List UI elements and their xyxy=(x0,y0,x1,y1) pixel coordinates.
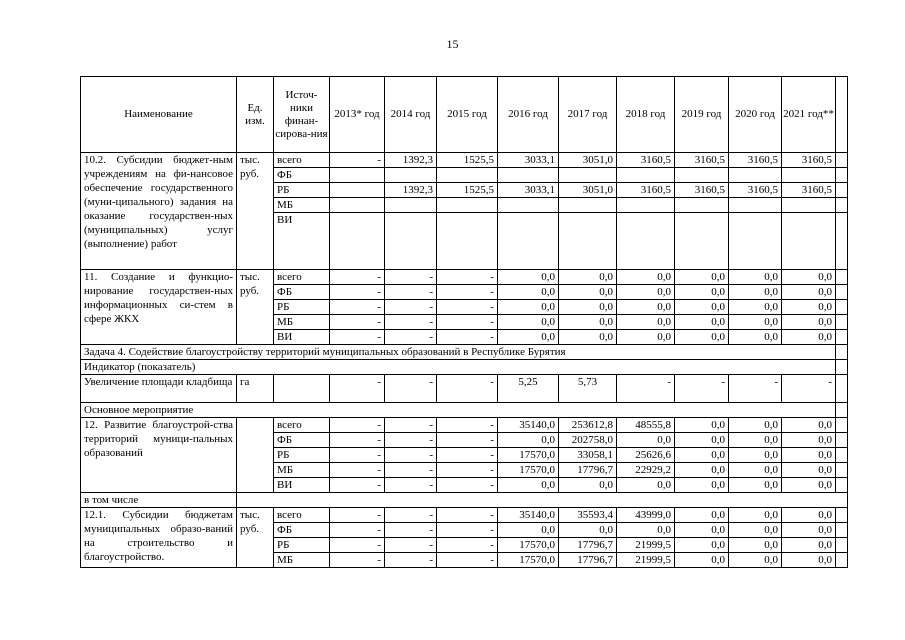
row-unit: тыс. руб. xyxy=(237,270,274,345)
value-cell: - xyxy=(437,285,498,300)
value-cell: 48555,8 xyxy=(617,418,675,433)
value-cell: - xyxy=(330,418,385,433)
value-cell: - xyxy=(330,285,385,300)
value-cell: - xyxy=(330,553,385,568)
value-cell: - xyxy=(385,375,437,403)
value-cell: 0,0 xyxy=(729,418,782,433)
value-cell: 25626,6 xyxy=(617,448,675,463)
value-cell: 3160,5 xyxy=(729,153,782,168)
value-cell: 3160,5 xyxy=(782,153,836,168)
value-cell: 0,0 xyxy=(498,270,559,285)
value-cell xyxy=(675,168,729,183)
value-cell: 3160,5 xyxy=(675,153,729,168)
value-cell: 0,0 xyxy=(729,448,782,463)
value-cell: 21999,5 xyxy=(617,538,675,553)
row-name: 12.1. Субсидии бюджетам муниципальных образо-ваний на строительство и благоустройство. xyxy=(81,508,237,568)
value-cell: - xyxy=(385,285,437,300)
value-cell: - xyxy=(385,270,437,285)
value-cell: - xyxy=(330,433,385,448)
value-cell: - xyxy=(330,448,385,463)
value-cell xyxy=(385,168,437,183)
value-cell: 0,0 xyxy=(617,523,675,538)
spacer-cell xyxy=(836,418,848,433)
value-cell: 0,0 xyxy=(675,538,729,553)
row-name: 11. Создание и функцио-нирование государствен-ных информационных си-стем в сфере ЖКХ xyxy=(81,270,237,345)
spacer-cell xyxy=(836,523,848,538)
spacer-cell xyxy=(836,330,848,345)
header-year: 2019 год xyxy=(675,77,729,153)
table-row xyxy=(81,270,848,285)
value-cell: - xyxy=(385,418,437,433)
value-cell: 0,0 xyxy=(559,285,617,300)
value-cell xyxy=(498,198,559,213)
value-cell: - xyxy=(437,463,498,478)
source-cell: МБ xyxy=(274,315,330,330)
header-unit: Ед. изм. xyxy=(237,77,274,153)
source-cell: ФБ xyxy=(274,168,330,183)
row-unit xyxy=(237,418,274,493)
value-cell: 0,0 xyxy=(782,553,836,568)
spacer-cell xyxy=(836,403,848,418)
value-cell: 0,0 xyxy=(559,330,617,345)
value-cell: 17796,7 xyxy=(559,538,617,553)
section-row xyxy=(81,345,848,360)
value-cell: 0,0 xyxy=(782,270,836,285)
value-cell: 1392,3 xyxy=(385,183,437,198)
value-cell: 1525,5 xyxy=(437,183,498,198)
source-cell: РБ xyxy=(274,300,330,315)
value-cell: 0,0 xyxy=(782,418,836,433)
spacer-cell xyxy=(836,168,848,183)
value-cell: 35140,0 xyxy=(498,508,559,523)
value-cell: - xyxy=(385,463,437,478)
value-cell: 0,0 xyxy=(675,523,729,538)
value-cell xyxy=(559,213,617,270)
value-cell: 0,0 xyxy=(782,448,836,463)
value-cell: 17570,0 xyxy=(498,553,559,568)
source-cell: ФБ xyxy=(274,433,330,448)
value-cell: 17796,7 xyxy=(559,553,617,568)
value-cell: 0,0 xyxy=(559,478,617,493)
value-cell: - xyxy=(437,330,498,345)
spacer-cell xyxy=(836,538,848,553)
indicator-heading: Индикатор (показатель) xyxy=(81,360,836,375)
row-unit: га xyxy=(237,375,274,403)
source-cell: ФБ xyxy=(274,285,330,300)
value-cell: 0,0 xyxy=(782,300,836,315)
source-cell: МБ xyxy=(274,198,330,213)
value-cell xyxy=(729,168,782,183)
source-cell: МБ xyxy=(274,463,330,478)
value-cell: 0,0 xyxy=(617,330,675,345)
value-cell: - xyxy=(437,553,498,568)
value-cell: 0,0 xyxy=(782,330,836,345)
value-cell: 0,0 xyxy=(729,285,782,300)
value-cell: 3160,5 xyxy=(782,183,836,198)
header-year: 2013* год xyxy=(330,77,385,153)
value-cell xyxy=(559,168,617,183)
value-cell: 3051,0 xyxy=(559,153,617,168)
source-cell: РБ xyxy=(274,538,330,553)
value-cell: 0,0 xyxy=(729,433,782,448)
spacer-cell xyxy=(836,270,848,285)
value-cell: 0,0 xyxy=(729,508,782,523)
value-cell: - xyxy=(330,538,385,553)
value-cell: 17570,0 xyxy=(498,448,559,463)
value-cell: - xyxy=(330,463,385,478)
value-cell xyxy=(498,213,559,270)
value-cell: 0,0 xyxy=(617,285,675,300)
header-year: 2017 год xyxy=(559,77,617,153)
value-cell xyxy=(498,168,559,183)
value-cell: 0,0 xyxy=(729,300,782,315)
value-cell: 35593,4 xyxy=(559,508,617,523)
spacer-cell xyxy=(836,198,848,213)
main-event-heading: Основное мероприятие xyxy=(81,403,836,418)
value-cell: - xyxy=(437,523,498,538)
value-cell: 0,0 xyxy=(782,508,836,523)
value-cell: 5,25 xyxy=(498,375,559,403)
header-source: Источ-ники финан-сирова-ния xyxy=(274,77,330,153)
value-cell: - xyxy=(675,375,729,403)
value-cell: - xyxy=(385,315,437,330)
header-year: 2015 год xyxy=(437,77,498,153)
value-cell: 0,0 xyxy=(559,523,617,538)
value-cell: - xyxy=(330,478,385,493)
value-cell: 33058,1 xyxy=(559,448,617,463)
value-cell: - xyxy=(437,448,498,463)
value-cell: 0,0 xyxy=(675,330,729,345)
value-cell: 0,0 xyxy=(782,285,836,300)
table-body xyxy=(81,153,848,568)
value-cell: 0,0 xyxy=(782,523,836,538)
spacer-cell xyxy=(836,183,848,198)
page-number: 15 xyxy=(446,37,459,51)
value-cell: - xyxy=(385,553,437,568)
source-cell: всего xyxy=(274,270,330,285)
value-cell: 0,0 xyxy=(729,463,782,478)
header-year: 2020 год xyxy=(729,77,782,153)
spacer-cell xyxy=(836,433,848,448)
value-cell: 202758,0 xyxy=(559,433,617,448)
source-cell: ВИ xyxy=(274,330,330,345)
row-unit: тыс. руб. xyxy=(237,508,274,568)
including-heading: в том числе xyxy=(81,493,237,508)
header-year: 2014 год xyxy=(385,77,437,153)
source-cell: ВИ xyxy=(274,213,330,270)
table-row xyxy=(81,418,848,433)
value-cell: 0,0 xyxy=(559,270,617,285)
row-name: Увеличение площади кладбища xyxy=(81,375,237,403)
value-cell: 0,0 xyxy=(782,478,836,493)
value-cell: 0,0 xyxy=(729,538,782,553)
value-cell: - xyxy=(330,330,385,345)
value-cell xyxy=(617,168,675,183)
value-cell: - xyxy=(385,478,437,493)
value-cell: - xyxy=(330,508,385,523)
value-cell: 0,0 xyxy=(617,478,675,493)
spacer-cell xyxy=(836,153,848,168)
row-name: 10.2. Субсидии бюджет-ным учреждениям на фи-нансовое обеспечение государственного (муни-ципального) задания на оказание государствен-ных (муниципальных) услуг (выполнение) работ xyxy=(81,153,237,270)
value-cell: 0,0 xyxy=(729,270,782,285)
table-row xyxy=(81,508,848,523)
value-cell: 0,0 xyxy=(617,270,675,285)
value-cell: 0,0 xyxy=(729,478,782,493)
value-cell: 3051,0 xyxy=(559,183,617,198)
spacer-cell xyxy=(836,285,848,300)
value-cell xyxy=(437,168,498,183)
value-cell xyxy=(782,168,836,183)
value-cell: 3033,1 xyxy=(498,183,559,198)
table-row xyxy=(81,153,848,168)
value-cell: - xyxy=(617,375,675,403)
value-cell: 21999,5 xyxy=(617,553,675,568)
source-cell: всего xyxy=(274,153,330,168)
spacer-cell xyxy=(836,375,848,403)
value-cell xyxy=(385,198,437,213)
value-cell: - xyxy=(729,375,782,403)
value-cell: 17796,7 xyxy=(559,463,617,478)
spacer-cell xyxy=(836,213,848,270)
value-cell: 3160,5 xyxy=(617,153,675,168)
value-cell xyxy=(675,198,729,213)
header-name: Наименование xyxy=(81,77,237,153)
value-cell: 0,0 xyxy=(729,523,782,538)
value-cell: - xyxy=(330,375,385,403)
value-cell xyxy=(437,198,498,213)
value-cell xyxy=(330,168,385,183)
value-cell: - xyxy=(385,330,437,345)
value-cell: 0,0 xyxy=(617,433,675,448)
value-cell: 0,0 xyxy=(675,418,729,433)
spacer-cell xyxy=(836,478,848,493)
value-cell: 0,0 xyxy=(498,315,559,330)
source-cell xyxy=(274,375,330,403)
value-cell: 0,0 xyxy=(782,315,836,330)
value-cell: 0,0 xyxy=(675,433,729,448)
value-cell: 0,0 xyxy=(675,285,729,300)
value-cell: - xyxy=(330,270,385,285)
value-cell: 0,0 xyxy=(559,300,617,315)
value-cell: 0,0 xyxy=(498,330,559,345)
value-cell: 0,0 xyxy=(498,478,559,493)
value-cell: 0,0 xyxy=(498,285,559,300)
value-cell: 0,0 xyxy=(498,300,559,315)
value-cell xyxy=(559,198,617,213)
header-row xyxy=(81,77,848,153)
value-cell: 1525,5 xyxy=(437,153,498,168)
header-year: 2018 год xyxy=(617,77,675,153)
budget-table xyxy=(80,76,848,568)
value-cell: 0,0 xyxy=(559,315,617,330)
value-cell: 0,0 xyxy=(675,448,729,463)
value-cell: 0,0 xyxy=(498,433,559,448)
value-cell xyxy=(675,213,729,270)
value-cell xyxy=(330,213,385,270)
value-cell: - xyxy=(385,300,437,315)
section-row xyxy=(81,403,848,418)
value-cell: 17570,0 xyxy=(498,463,559,478)
value-cell xyxy=(617,213,675,270)
row-name: 12. Развитие благоустрой-ства территорий муници-пальных образований xyxy=(81,418,237,493)
section-row xyxy=(81,493,848,508)
source-cell: РБ xyxy=(274,183,330,198)
value-cell: 3160,5 xyxy=(617,183,675,198)
spacer-cell xyxy=(836,553,848,568)
value-cell: 0,0 xyxy=(617,300,675,315)
value-cell: - xyxy=(330,300,385,315)
value-cell: 0,0 xyxy=(675,315,729,330)
value-cell xyxy=(782,198,836,213)
value-cell: - xyxy=(385,538,437,553)
value-cell: - xyxy=(437,300,498,315)
value-cell: 253612,8 xyxy=(559,418,617,433)
value-cell: 0,0 xyxy=(617,315,675,330)
value-cell: 0,0 xyxy=(675,553,729,568)
value-cell: 0,0 xyxy=(675,508,729,523)
value-cell xyxy=(729,198,782,213)
value-cell: - xyxy=(437,508,498,523)
spacer-cell xyxy=(836,300,848,315)
value-cell: - xyxy=(437,538,498,553)
value-cell xyxy=(617,198,675,213)
value-cell: - xyxy=(385,433,437,448)
value-cell: 35140,0 xyxy=(498,418,559,433)
value-cell: 0,0 xyxy=(675,478,729,493)
section-row xyxy=(81,360,848,375)
value-cell xyxy=(330,183,385,198)
value-cell: 43999,0 xyxy=(617,508,675,523)
value-cell: 3033,1 xyxy=(498,153,559,168)
spacer-cell xyxy=(836,508,848,523)
value-cell: 0,0 xyxy=(729,330,782,345)
header-year: 2021 год** xyxy=(782,77,836,153)
spacer-cell xyxy=(836,315,848,330)
task-heading: Задача 4. Содействие благоустройству территорий муниципальных образований в Республике Бурятия xyxy=(81,345,836,360)
spacer-cell xyxy=(836,448,848,463)
value-cell: 22929,2 xyxy=(617,463,675,478)
value-cell: - xyxy=(437,478,498,493)
source-cell: ВИ xyxy=(274,478,330,493)
header-year: 2016 год xyxy=(498,77,559,153)
source-cell: всего xyxy=(274,418,330,433)
header-spacer xyxy=(836,77,848,153)
value-cell: 3160,5 xyxy=(729,183,782,198)
value-cell: 0,0 xyxy=(729,315,782,330)
value-cell: 0,0 xyxy=(498,523,559,538)
value-cell: - xyxy=(437,433,498,448)
value-cell: 0,0 xyxy=(675,270,729,285)
value-cell: 0,0 xyxy=(675,463,729,478)
value-cell: - xyxy=(330,523,385,538)
value-cell: 0,0 xyxy=(675,300,729,315)
value-cell xyxy=(330,198,385,213)
value-cell: 5,73 xyxy=(559,375,617,403)
value-cell xyxy=(385,213,437,270)
value-cell: - xyxy=(385,523,437,538)
source-cell: всего xyxy=(274,508,330,523)
value-cell: - xyxy=(330,315,385,330)
value-cell: - xyxy=(437,270,498,285)
spacer-cell xyxy=(836,345,848,360)
value-cell: 0,0 xyxy=(782,463,836,478)
spacer-cell xyxy=(836,463,848,478)
indicator-row xyxy=(81,375,848,403)
value-cell: 1392,3 xyxy=(385,153,437,168)
source-cell: ФБ xyxy=(274,523,330,538)
value-cell: - xyxy=(437,375,498,403)
source-cell: РБ xyxy=(274,448,330,463)
value-cell: 0,0 xyxy=(729,553,782,568)
value-cell: - xyxy=(330,153,385,168)
value-cell: - xyxy=(385,508,437,523)
spacer-cell xyxy=(836,360,848,375)
value-cell: 17570,0 xyxy=(498,538,559,553)
value-cell: 0,0 xyxy=(782,538,836,553)
value-cell: 0,0 xyxy=(782,433,836,448)
value-cell: - xyxy=(437,418,498,433)
value-cell xyxy=(437,213,498,270)
value-cell xyxy=(729,213,782,270)
spacer-cell xyxy=(237,493,848,508)
value-cell: - xyxy=(437,315,498,330)
row-unit: тыс. руб. xyxy=(237,153,274,270)
value-cell xyxy=(782,213,836,270)
source-cell: МБ xyxy=(274,553,330,568)
value-cell: - xyxy=(782,375,836,403)
value-cell: 3160,5 xyxy=(675,183,729,198)
value-cell: - xyxy=(385,448,437,463)
